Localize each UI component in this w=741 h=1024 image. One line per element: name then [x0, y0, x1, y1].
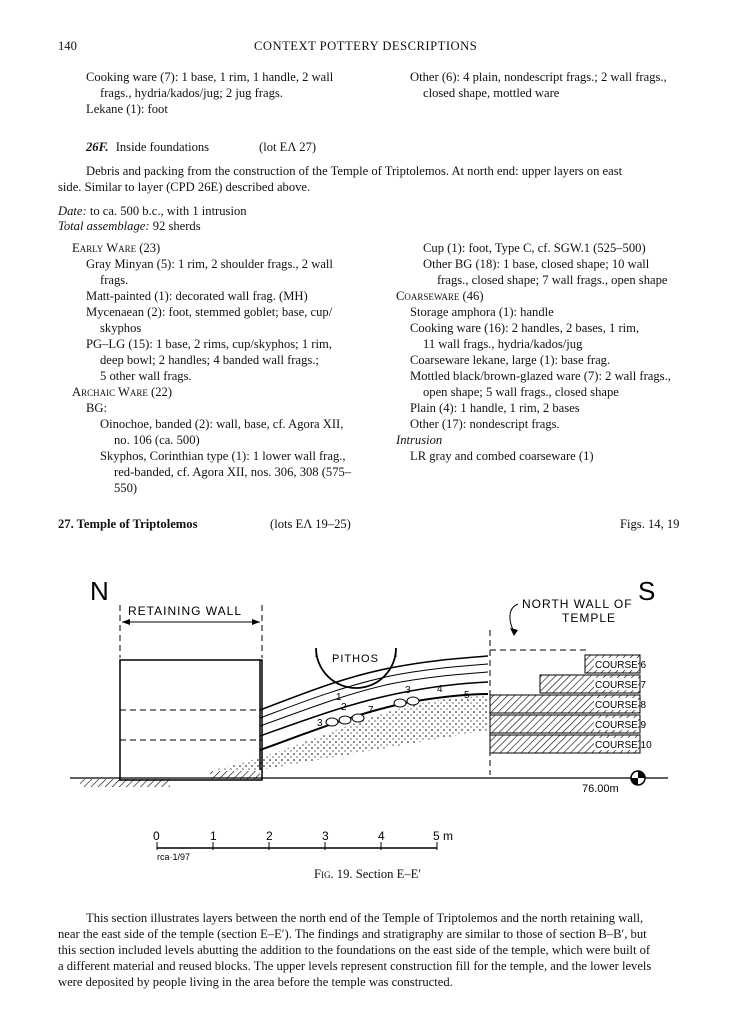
course-label: COURSE 6 — [595, 660, 647, 671]
leader-line — [510, 604, 518, 632]
section-heading — [86, 139, 209, 155]
list-item: Storage amphora (1): handle — [410, 305, 554, 319]
north-label: N — [90, 576, 109, 606]
list-item: deep bowl; 2 handles; 4 banded wall frags.; — [100, 353, 319, 367]
course-label: COURSE 10 — [595, 740, 652, 751]
layer-number: 7 — [368, 705, 374, 716]
running-title: CONTEXT POTTERY DESCRIPTIONS — [254, 39, 478, 53]
list-item: Matt-painted (1): decorated wall frag. (MH) — [86, 289, 308, 303]
category-heading: Coarseware (46) — [396, 289, 484, 303]
arrow-head — [510, 628, 518, 636]
layer-number: 2 — [341, 702, 347, 713]
scale-tick-label: 5 m — [433, 829, 454, 843]
list-item: Skyphos, Corinthian type (1): 1 lower wall frag., — [100, 449, 346, 463]
section-diagram — [70, 560, 670, 880]
section-title: Temple of Triptolemos — [76, 517, 198, 531]
description-line: side. Similar to layer (CPD 26E) described above. — [58, 180, 311, 194]
date-line — [58, 203, 247, 219]
ground-hatch — [80, 779, 170, 787]
paragraph-line: a different material and reused blocks. The upper levels represent construction fill for the temple, and the lower levels — [58, 959, 652, 973]
south-label: S — [638, 576, 656, 606]
description-line: Debris and packing from the construction of the Temple of Triptolemos. At north end: upper layers on east — [86, 164, 623, 178]
list-item: 550) — [114, 481, 138, 495]
total-line — [58, 218, 201, 234]
scale-tick-label: 0 — [153, 829, 160, 843]
text-line: Other (6): 4 plain, nondescript frags.; 2 wall frags., — [410, 70, 667, 84]
list-item: no. 106 (ca. 500) — [114, 433, 200, 447]
list-item: Cooking ware (16): 2 handles, 2 bases, 1 rim, — [410, 321, 640, 335]
layer-number: 1 — [336, 692, 342, 703]
scale-tick-label: 4 — [378, 829, 385, 843]
list-item: Other BG (18): 1 base, closed shape; 10 wall — [423, 257, 650, 271]
elevation-label: 76.00m — [582, 783, 619, 795]
list-item: frags. — [100, 273, 129, 287]
list-item: red-banded, cf. Agora XII, nos. 306, 308 (575– — [114, 465, 352, 479]
section-lots: (lots EΛ 19–25) — [270, 517, 351, 531]
scale-tick-label: 2 — [266, 829, 273, 843]
section-id: 26F. — [86, 140, 109, 154]
paragraph-line: were deposited by people living in the area before the temple was constructed. — [58, 975, 453, 989]
list-item: skyphos — [100, 321, 142, 335]
stone — [407, 697, 419, 705]
figure-reference: Figs. 14, 19 — [620, 517, 680, 531]
list-item: PG–LG (15): 1 base, 2 rims, cup/skyphos; 1 rim, — [86, 337, 332, 351]
retaining-wall — [120, 660, 262, 780]
list-item: LR gray and combed coarseware (1) — [410, 449, 594, 463]
total-label: Total assemblage: — [58, 219, 150, 233]
course-label: COURSE 7 — [595, 680, 647, 691]
figure-label: Fig. 19. — [314, 867, 353, 881]
stone — [352, 714, 364, 722]
category-heading: Early Ware (23) — [72, 241, 161, 255]
north-wall-label: NORTH WALL OF — [522, 597, 633, 611]
date-label: Date: — [58, 204, 87, 218]
section-lot: (lot EΛ 27) — [259, 140, 317, 154]
retaining-wall-label: RETAINING WALL — [128, 604, 243, 618]
list-item: 11 wall frags., hydria/kados/jug — [423, 337, 583, 351]
list-item: frags., closed shape; 7 wall frags., open shape — [437, 273, 668, 287]
layer-number: 5 — [464, 690, 470, 701]
figure-caption-text: Section E–E′ — [355, 867, 422, 881]
list-item: Other (17): nondescript frags. — [410, 417, 560, 431]
arrow-head — [122, 619, 130, 625]
section-id: 27. — [58, 517, 74, 531]
layer-number: 3 — [317, 718, 323, 729]
layer-number: 3 — [405, 685, 411, 696]
text-line: closed shape, mottled ware — [423, 86, 560, 100]
stone — [394, 699, 406, 707]
category-heading: Archaic Ware (22) — [72, 385, 173, 399]
north-wall-label: TEMPLE — [562, 611, 617, 625]
pithos-label: PITHOS — [332, 653, 379, 665]
stone — [339, 716, 351, 724]
ground-hatch — [210, 771, 260, 779]
stone — [326, 718, 338, 726]
list-item: 5 other wall frags. — [100, 369, 192, 383]
list-item: BG: — [86, 401, 107, 415]
course-label: COURSE 9 — [595, 720, 647, 731]
datum-marker — [631, 778, 638, 785]
text-line: frags., hydria/kados/jug; 2 jug frags. — [100, 86, 283, 100]
text-line: Lekane (1): foot — [86, 102, 168, 116]
text-line: Cooking ware (7): 1 base, 1 rim, 1 handle, 2 wall — [86, 70, 334, 84]
scale-tick-label: 1 — [210, 829, 217, 843]
paragraph-line: this section included levels abutting the addition to the foundations on the east side of the temple, which were built of — [58, 943, 651, 957]
arrow-head — [252, 619, 260, 625]
page-number: 140 — [58, 39, 77, 53]
category-heading: Intrusion — [396, 433, 443, 447]
figure-caption — [314, 866, 421, 882]
section-title: Inside foundations — [115, 140, 210, 154]
list-item: Cup (1): foot, Type C, cf. SGW.1 (525–500) — [423, 241, 646, 255]
list-item: Gray Minyan (5): 1 rim, 2 shoulder frags., 2 wall — [86, 257, 333, 271]
drafter-initials: rca·1/97 — [157, 852, 191, 862]
total-value: 92 sherds — [152, 219, 201, 233]
list-item: Mycenaean (2): foot, stemmed goblet; base, cup/ — [86, 305, 333, 319]
layer-number: 4 — [437, 684, 443, 695]
list-item: Mottled black/brown-glazed ware (7): 2 wall frags., — [410, 369, 671, 383]
datum-marker — [638, 771, 645, 778]
list-item: open shape; 5 wall frags., closed shape — [423, 385, 619, 399]
scale-tick-label: 3 — [322, 829, 329, 843]
paragraph-line: near the east side of the temple (section E–E′). The findings and stratigraphy are similar to those of section B–B′, but — [58, 927, 647, 941]
paragraph-line: This section illustrates layers between the north end of the Temple of Triptolemos and the north retaining wall, — [86, 911, 644, 925]
section-heading — [58, 516, 197, 532]
course-label: COURSE 8 — [595, 700, 647, 711]
list-item: Coarseware lekane, large (1): base frag. — [410, 353, 611, 367]
list-item: Plain (4): 1 handle, 1 rim, 2 bases — [410, 401, 580, 415]
date-value: to ca. 500 b.c., with 1 intrusion — [89, 204, 247, 218]
list-item: Oinochoe, banded (2): wall, base, cf. Agora XII, — [100, 417, 344, 431]
